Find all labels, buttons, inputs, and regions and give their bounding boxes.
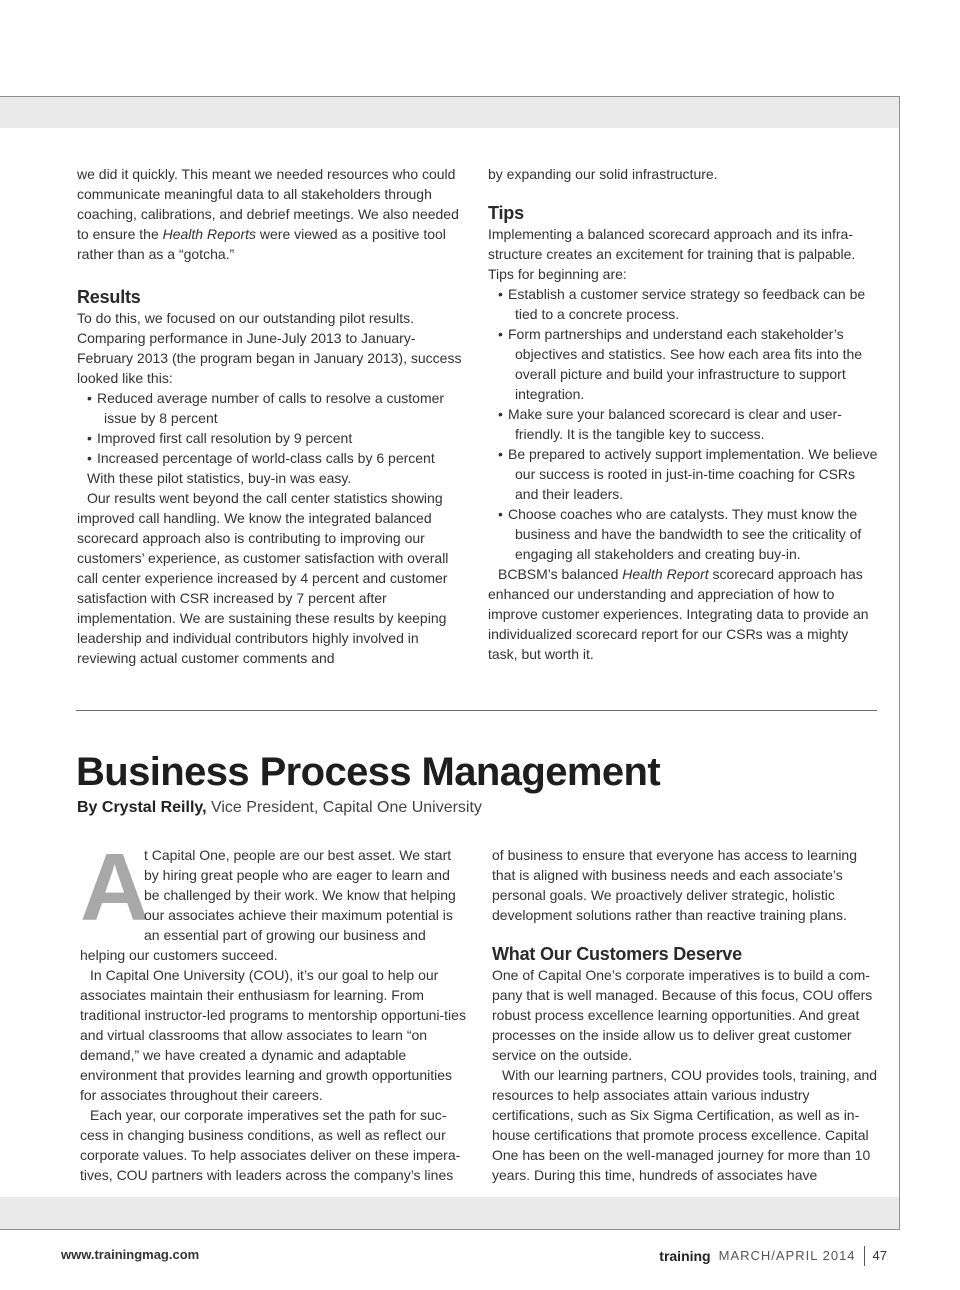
website-url: www.trainingmag.com — [61, 1247, 200, 1262]
paragraph: With our learning partners, COU provides tools, training, and resources to help associates attain various industry certifications, such as Six Sigma Certification, as well as in-house certifications that promote process excellence. Capital One has been on the well-managed journey for more than 10 years. During this time, hundreds of associates have — [492, 1067, 878, 1183]
issue-date: MARCH/APRIL 2014 — [718, 1248, 856, 1263]
paragraph-text: were viewed as a positive tool rather than as a “gotcha.” — [77, 226, 446, 262]
paragraph: Our results went beyond the call center statistics showing improved call handling. We know the integrated balanced scorecard approach also is contributing to improving our customers’ experience, as customer satisfaction with overall call center experience increased by 4 percent and customer satisfaction with CSR increased by 7 percent after implementation. We are sustaining these results by keeping leadership and individual contributors highly involved in reviewing actual customer comments and — [77, 490, 449, 666]
paragraph — [77, 164, 467, 264]
upper-right-column — [488, 164, 880, 664]
list-item: • Be prepared to actively support implementation. We believe our success is rooted in just-in-time coaching for CSRs and their leaders. — [498, 446, 878, 502]
page-number: 47 — [872, 1248, 887, 1263]
bullet-icon: • — [498, 406, 503, 422]
author-name: By Crystal Reilly, — [77, 799, 207, 816]
list-item: • Increased percentage of world-class calls by 6 percent — [87, 450, 435, 466]
tips-list — [488, 284, 880, 564]
drop-cap: A — [80, 834, 150, 941]
bullet-icon: • — [498, 326, 503, 342]
paragraph: Each year, our corporate imperatives set the path for suc-cess in changing business conditions, as well as reflect our corporate values. To help associates deliver on these impera-tives, COU partners with leaders across the company’s lines — [80, 1107, 461, 1183]
list-item: • Reduced average number of calls to resolve a customer issue by 8 percent — [87, 390, 445, 426]
paragraph: In Capital One University (COU), it’s our goal to help our associates maintain their enthusiasm for learning. From traditional instructor-led programs to mentorship opportuni-ties and virtual classrooms that allow associates to learn “on demand,” we have created a dynamic and adaptable environment that provides learning and growth opportunities for associates throughout their careers. — [80, 967, 466, 1103]
results-intro: To do this, we focused on our outstanding pilot results. Comparing performance in June-July 2013 to January-February 2013 (the program began in January 2013), success looked like this: — [77, 310, 462, 386]
paragraph: of business to ensure that everyone has access to learning that is aligned with business needs and each associate’s personal goals. We proactively deliver strategic, holistic development solutions rather than reactive training plans. — [492, 847, 857, 923]
tips-intro: Implementing a balanced scorecard approach and its infra-structure creates an excitement for training that is palpable. Tips for beginning are: — [488, 226, 856, 282]
tips-heading: Tips — [488, 203, 524, 223]
paragraph: by expanding our solid infrastructure. — [488, 166, 718, 182]
bullet-icon: • — [498, 506, 503, 522]
section-divider — [76, 710, 877, 711]
paragraph: BCBSM’s balanced Health Report scorecard approach has enhanced our understanding and appreciation of how to improve customer experiences. Integrating data to provide an individualized scorecard report for our CSRs was a mighty task, but worth it. — [488, 566, 869, 662]
list-item: • Establish a customer service strategy so feedback can be tied to a concrete process. — [498, 286, 866, 322]
bullet-icon: • — [498, 286, 503, 302]
magazine-brand: training — [659, 1248, 711, 1264]
paragraph: With these pilot statistics, buy-in was easy. — [87, 470, 352, 486]
bullet-icon: • — [87, 390, 92, 406]
italic-term: Health Reports — [162, 226, 257, 242]
paragraph-text: we did it quickly. This meant we needed resources who could communicate meaningful data to all stakeholders through coaching, calibrations, and debrief meetings. We also needed to ensure the — [77, 166, 459, 242]
lower-right-column — [492, 845, 882, 1185]
list-item: • Form partnerships and understand each stakeholder’s objectives and statistics. See how each area fits into the overall picture and build your infrastructure to support integration. — [498, 326, 863, 402]
lower-left-column — [80, 834, 468, 1185]
page-footer — [659, 1246, 887, 1266]
bullet-icon: • — [498, 446, 503, 462]
results-list — [77, 388, 467, 468]
section-heading: What Our Customers Deserve — [492, 944, 742, 964]
bullet-icon: • — [87, 450, 92, 466]
list-item: • Improved first call resolution by 9 percent — [87, 430, 353, 446]
list-item: • Make sure your balanced scorecard is clear and user-friendly. It is the tangible key to success. — [498, 406, 842, 442]
paragraph: One of Capital One’s corporate imperatives is to build a com-pany that is well managed. Because of this focus, COU offers robust process excellence learning opportunities. And great processes on the inside allow us to deliver great customer service on the outside. — [492, 967, 873, 1063]
article-title: Business Process Management — [76, 750, 661, 794]
paragraph: A t Capital One, people are our best asset. We start by hiring great people who are eager to learn and be challenged by their work. We know that helping our associates achieve their maximum potential is an essential part of growing our business and helping our customers succeed. — [80, 834, 456, 963]
upper-left-column — [77, 164, 467, 668]
footer-separator — [864, 1246, 865, 1266]
italic-term: Health Report — [622, 566, 709, 582]
list-item: • Choose coaches who are catalysts. They must know the business and have the bandwidth to see the criticality of engaging all stakeholders and creating buy-in. — [498, 506, 862, 562]
bullet-icon: • — [87, 430, 92, 446]
author-role: Vice President, Capital One University — [206, 799, 482, 816]
byline — [77, 797, 482, 819]
results-heading: Results — [77, 287, 141, 307]
